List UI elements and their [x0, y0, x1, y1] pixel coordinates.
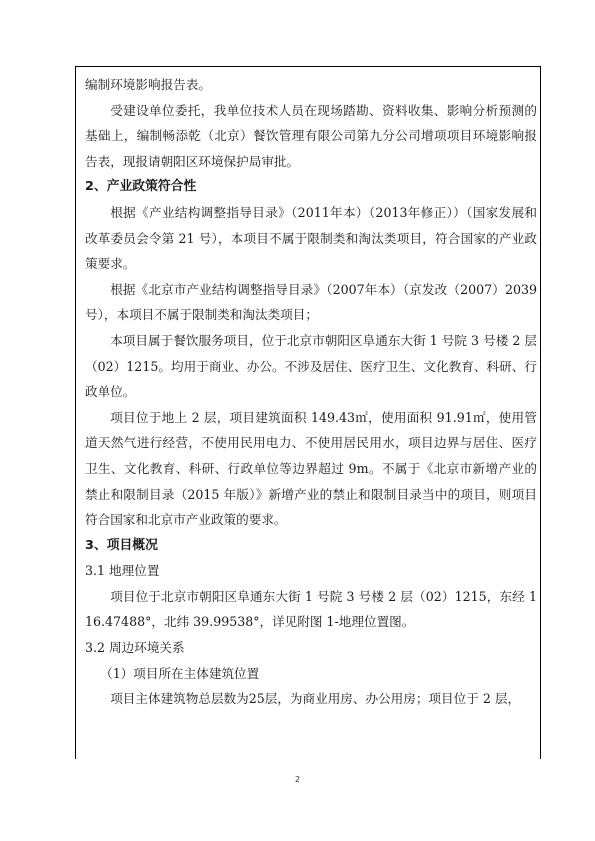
document-body [85, 72, 537, 712]
page-number: 2 [294, 775, 301, 784]
subsection-surroundings: 3.2 周边环境关系 [85, 640, 185, 656]
paragraph-national-catalog: 根据《产业结构调整指导目录》（2011年本）（2013年修正））（国家发展和改革委员会令第 21 号），本项目不属于限制类和淘汰类项目，符合国家的产业政策要求。 [85, 204, 537, 272]
section-heading-project-overview: 3、项目概况 [85, 537, 158, 553]
subsection-location: 3.1 地理位置 [85, 563, 160, 579]
paragraph-project-area: 项目位于地上 2 层，项目建筑面积 149.43㎡，使用面积 91.91㎡，使用管道天然气进行经营，不使用民用电力、不使用居民用水，项目边界与居住、医疗卫生、文化教育、科研、行政单位等边界超过 9m。不属于《北京市新增产业的禁止和限制目录（2015 年版）》新增产业的禁止和限制目录当中的项目，则项目符合国家和北京市产业政策的要求。 [85, 409, 537, 528]
paragraph-building: 项目主体建筑物总层数为25层，为商业用房、办公用房；项目位于 2 层， [110, 691, 521, 707]
paragraph-beijing-catalog: 根据《北京市产业结构调整指导目录》（2007年本）（京发改（2007）2039号），本项目不属于限制类和淘汰类项目； [85, 281, 537, 323]
paragraph-location: 项目位于北京市朝阳区阜通东大街 1 号院 3 号楼 2 层（02）1215，东经 116.47488°，北纬 39.99538°，详见附图 1-地理位置图。 [85, 588, 537, 630]
paragraph-commission: 受建设单位委托，我单位技术人员在现场踏勘、资料收集、影响分析预测的基础上，编制畅添乾（北京）餐饮管理有限公司第九分公司增项项目环境影响报告表，现报请朝阳区环境保护局审批。 [85, 102, 537, 169]
paragraph-project-type: 本项目属于餐饮服务项目，位于北京市朝阳区阜通东大街 1 号院 3 号楼 2 层（02）1215。均用于商业、办公。不涉及居住、医疗卫生、文化教育、科研、行政单位。 [85, 332, 537, 400]
section-heading-industrial-policy: 2、产业政策符合性 [85, 179, 197, 195]
subsection-building-position: （1）项目所在主体建筑位置 [100, 665, 260, 681]
paragraph-intro-end: 编制环境影响报告表。 [85, 77, 211, 92]
